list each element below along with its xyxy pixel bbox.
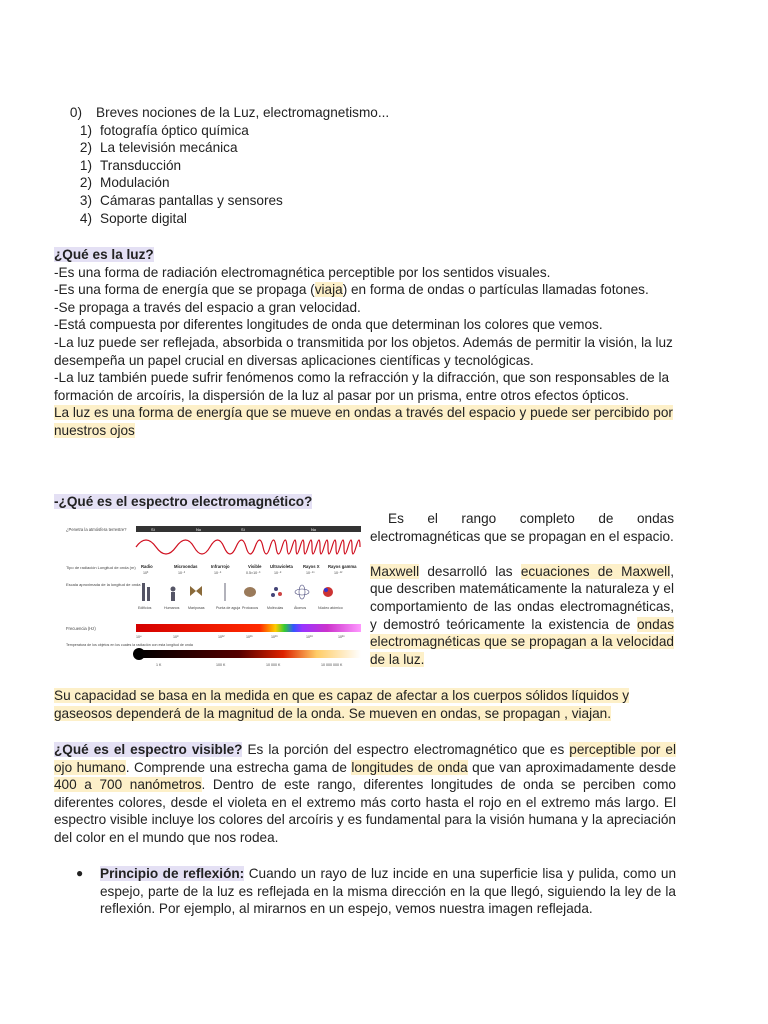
molecule-icon <box>274 587 278 591</box>
section-visible-spectrum: ¿Qué es el espectro visible? Es la porción del espectro electromagnético que es perceptible por el ojo humano. Comprende una estrecha gama de longitudes de onda que van aproximadamente desde 400 a 700 nanómetros. Dentro de este rango, diferentes longitudes de onda se perciben como diferentes colores, desde el violeta en el extremo más corto hasta el rojo en el extremo más largo. El espectro visible incluye los colores del arcoíris y es fundamental para la visión humana y la apreciación del color en el mundo que nos rodea. <box>54 742 677 845</box>
object-label: Punta de aguja <box>216 606 241 610</box>
temperature-label: Temperatura de los objetos en los cuales la radiación con esta longitud de onda <box>66 643 193 647</box>
list-item: 2) La televisión mecánica <box>79 140 238 156</box>
atom-icon <box>299 585 305 599</box>
human-icon <box>171 592 175 601</box>
highlight: 400 a 700 nanómetros <box>54 777 202 793</box>
building-icon <box>147 587 150 601</box>
highlight: longitudes de onda <box>351 759 468 775</box>
paragraph: Maxwell desarrolló las ecuaciones de Maxwell, que describen matemáticamente la naturaleza y el comportamiento de las ondas electromagnéticas, y demostró teóricamente la existencia de ondas electromagnéticas que se propagan a la velocidad de la luz. <box>370 563 675 667</box>
highlight: ecuaciones de Maxwell <box>520 563 671 579</box>
highlight: ondas electromagnéticas que se propagan a la velocidad de la luz. <box>370 616 674 667</box>
molecule-icon <box>278 592 282 596</box>
radiation-type-label: Tipo de radiación Longitud de onda (m) <box>66 565 136 570</box>
list-item: 1) Transducción <box>79 157 182 173</box>
atom-icon <box>295 589 309 595</box>
band-value: 10⁻⁸ <box>274 571 282 575</box>
band-label: Radio <box>141 564 153 569</box>
atmosphere-no: No <box>196 527 202 532</box>
paragraph <box>54 687 674 722</box>
frequency-value: 10¹⁵ <box>246 635 253 639</box>
object-label: Núcleo atómico <box>318 606 343 610</box>
band-label: Ultravioleta <box>270 564 293 569</box>
atmosphere-no: No <box>311 527 317 532</box>
nucleus-icon <box>323 587 333 597</box>
bullet-dot-icon: ● <box>76 866 84 880</box>
wave-graphic <box>136 540 360 554</box>
topic-list <box>54 104 674 227</box>
object-label: Moléculas <box>267 606 284 610</box>
atmosphere-yes: Sí <box>151 527 155 532</box>
frequency-label: Frecuencia (Hz) <box>66 626 96 631</box>
atmosphere-yes: Sí <box>241 527 245 532</box>
band-value: 0.5×10⁻⁶ <box>246 571 261 575</box>
section-heading: ¿Qué es el espectro visible? <box>54 742 243 757</box>
object-label: Humanos <box>164 606 180 610</box>
object-label: Mariposas <box>188 606 205 610</box>
frequency-value: 10⁴ <box>136 635 142 639</box>
highlight: perceptible por el ojo humano <box>54 742 676 775</box>
atmosphere-label: ¿Penetra la atmósfera terrestre? <box>66 527 127 532</box>
temperature-value: 10 000 000 K <box>321 663 343 667</box>
paragraph: -Es una forma de energía que se propaga (viaja) en forma de ondas o partículas llamadas fotones. <box>54 282 649 298</box>
band-value: 10⁻⁵ <box>214 571 222 575</box>
frequency-value: 10⁸ <box>173 635 179 639</box>
frequency-values <box>136 635 345 639</box>
frequency-value: 10¹⁸ <box>306 635 313 639</box>
summary-highlight: La luz es una forma de energía que se mueve en ondas a través del espacio y puede ser percibido por nuestros ojos <box>54 405 673 438</box>
highlight: viaja <box>314 282 343 298</box>
molecule-icon <box>271 593 275 597</box>
electromagnetic-spectrum-figure <box>66 523 364 673</box>
section-heading: -¿Qué es el espectro electromagnético? <box>54 494 313 509</box>
band-label: Microondas <box>174 564 198 569</box>
band-value: 10³ <box>143 571 149 575</box>
paragraph: Es el rango completo de ondas electromagnéticas que se propagan en el espacio. <box>370 511 674 544</box>
scale-object-labels <box>138 606 343 610</box>
band-label: Visible <box>248 564 262 569</box>
paragraph: -Es una forma de radiación electromagnética perceptible por los sentidos visuales. <box>54 264 551 280</box>
section-what-is-light <box>54 246 674 440</box>
object-label: Edificios <box>138 606 152 610</box>
section-spectrum <box>54 493 674 511</box>
human-icon <box>171 587 176 592</box>
band-value: 10⁻¹⁰ <box>306 571 315 575</box>
band-label: Rayos gamma <box>328 564 357 569</box>
temperature-value: 10 000 K <box>266 663 281 667</box>
section-heading: ¿Qué es la luz? <box>54 247 154 262</box>
temperature-values <box>156 663 343 667</box>
nucleus-icon <box>324 588 328 592</box>
paragraph: -La luz también puede sufrir fenómenos como la refracción y la difracción, que son responsables de la formación de arcoíris, la dispersión de la luz al pasar por un prisma, entre otros efectos ópticos. <box>54 370 670 403</box>
bullet-heading: Principio de reflexión: <box>100 866 245 881</box>
spectrum-description <box>370 510 674 668</box>
highlight: Maxwell <box>370 563 420 579</box>
atmosphere-bar <box>136 526 361 532</box>
band-label: Infrarrojo <box>211 564 230 569</box>
list-item: 0) Breves nociones de la Luz, electromagnetismo... <box>69 105 390 120</box>
temperature-value: 100 K <box>216 663 226 667</box>
list-item: 3) Cámaras pantallas y sensores <box>79 192 283 208</box>
highlight: Su capacidad se basa en la medida en que es capaz de afectar a los cuerpos sólidos líquidos y gaseosos dependerá de la magnitud de la onda. Se mueven en ondas, se propagan , viajan. <box>54 688 630 721</box>
list-item: 4) Soporte digital <box>79 210 187 226</box>
frequency-value: 10¹² <box>218 635 225 639</box>
frequency-value: 10¹⁶ <box>271 635 278 639</box>
butterfly-icon <box>190 586 202 596</box>
band-value: 10⁻² <box>178 571 186 575</box>
band-labels <box>141 564 357 569</box>
scale-label: Escala aproximada de la longitud de onda <box>66 582 141 587</box>
list-item: 2) Modulación <box>79 175 170 191</box>
list-item: 1) fotografía óptico química <box>79 122 249 138</box>
temperature-bar <box>139 650 361 658</box>
temperature-value: 1 K <box>156 663 162 667</box>
protozoa-icon <box>244 587 256 597</box>
object-label: Protozoos <box>242 606 259 610</box>
paragraph: -Está compuesta por diferentes longitudes de onda que determinan los colores que vemos. <box>54 317 603 333</box>
band-values <box>143 571 343 575</box>
frequency-value: 10²⁰ <box>338 635 345 639</box>
paragraph: -Se propaga a través del espacio a gran velocidad. <box>54 299 361 315</box>
frequency-bar <box>136 624 361 632</box>
band-value: 10⁻¹² <box>334 571 343 575</box>
building-icon <box>142 583 145 601</box>
scale-icons <box>142 583 333 601</box>
object-label: Átomos <box>294 606 307 610</box>
bullet-item: ● Principio de reflexión: Cuando un rayo de luz incide en una superficie lisa y pulida, como un espejo, parte de la luz es reflejada en la misma dirección en la que llegó, siguiendo la ley de la reflexión. Por ejemplo, al mirarnos en un espejo, vemos nuestra imagen reflejada. <box>76 866 677 917</box>
paragraph: -La luz puede ser reflejada, absorbida o transmitida por los objetos. Además de permitir la visión, la luz desempeña un papel crucial en diversas aplicaciones científicas y tecnológicas. <box>54 334 673 368</box>
band-label: Rayos X <box>303 564 320 569</box>
